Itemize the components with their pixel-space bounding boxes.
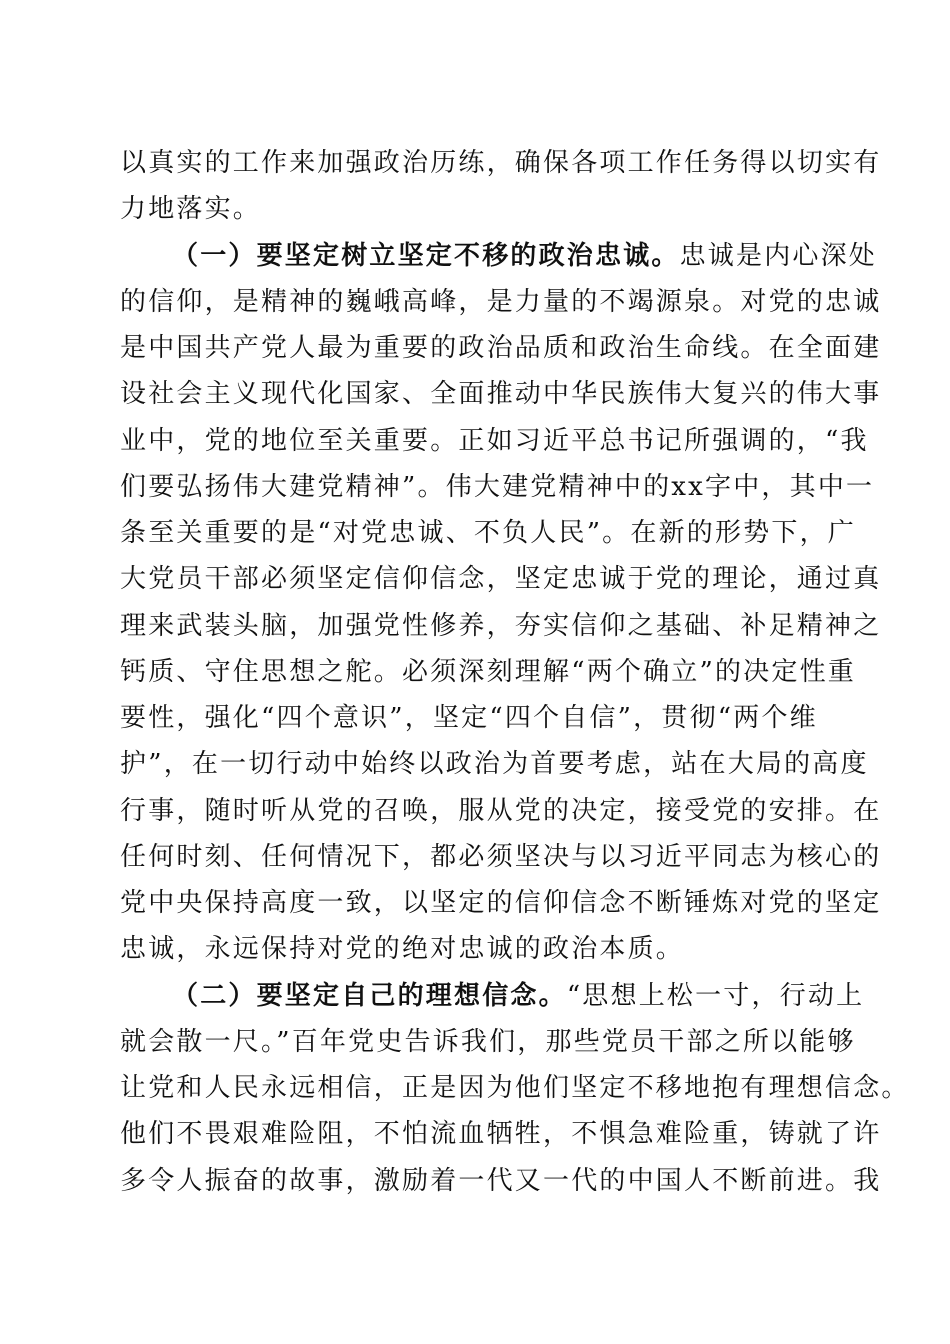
text-line: 就会散一尺。”百年党史告诉我们，那些党员干部之所以能够 <box>120 1026 856 1057</box>
text-line: 任何时刻、任何情况下，都必须坚决与以习近平同志为核心的 <box>120 841 882 872</box>
section-heading: （二）要坚定自己的理想信念。 <box>172 980 567 1011</box>
text-run: “思想上松一寸，行动上 <box>566 980 865 1011</box>
text-line: 钙质、守住思想之舵。必须深刻理解“两个确立”的决定性重 <box>120 656 856 687</box>
text-line: 大党员干部必须坚定信仰信念，坚定忠诚于党的理论，通过真 <box>120 564 882 595</box>
section-heading-line <box>120 973 865 1019</box>
text-line: 们要弘扬伟大建党精神”。伟大建党精神中的xx字中，其中一 <box>120 471 875 502</box>
text-line: 让党和人民永远相信，正是因为他们坚定不移地抱有理想信念。 <box>120 1073 910 1103</box>
section-heading-line <box>120 233 878 279</box>
text-line: 理来武装头脑，加强党性修养，夯实信仰之基础、补足精神之 <box>120 610 882 641</box>
text-line: 力地落实。 <box>120 194 262 225</box>
text-run: 忠诚是内心深处 <box>679 240 878 271</box>
text-line: 的信仰，是精神的巍峨高峰，是力量的不竭源泉。对党的忠诚 <box>120 286 882 317</box>
text-line: 是中国共产党人最为重要的政治品质和政治生命线。在全面建 <box>120 333 882 363</box>
text-line: 忠诚，永远保持对党的绝对忠诚的政治本质。 <box>120 934 685 965</box>
text-line: 以真实的工作来加强政治历练，确保各项工作任务得以切实有 <box>120 148 882 178</box>
text-line: 护”，在一切行动中始终以政治为首要考虑，站在大局的高度 <box>120 749 869 780</box>
text-line: 条至关重要的是“对党忠诚、不负人民”。在新的形势下，广 <box>120 518 856 548</box>
section-heading: （一）要坚定树立坚定不移的政治忠诚。 <box>172 240 680 271</box>
text-line: 要性，强化“四个意识”，坚定“四个自信”，贯彻“两个维 <box>120 703 818 733</box>
text-line: 行事，随时听从党的召唤，服从党的决定，接受党的安排。在 <box>120 795 882 826</box>
text-line: 党中央保持高度一致，以坚定的信仰信念不断锤炼对党的坚定 <box>120 888 882 918</box>
text-line: 他们不畏艰难险阻，不怕流血牺牲，不惧急难险重，铸就了许 <box>120 1119 882 1150</box>
text-line: 多令人振奋的故事，激励着一代又一代的中国人不断前进。我 <box>120 1165 882 1196</box>
document-page <box>120 140 910 1204</box>
text-line: 设社会主义现代化国家、全面推动中华民族伟大复兴的伟大事 <box>120 379 882 410</box>
text-line: 业中，党的地位至关重要。正如习近平总书记所强调的，“我 <box>120 425 869 456</box>
